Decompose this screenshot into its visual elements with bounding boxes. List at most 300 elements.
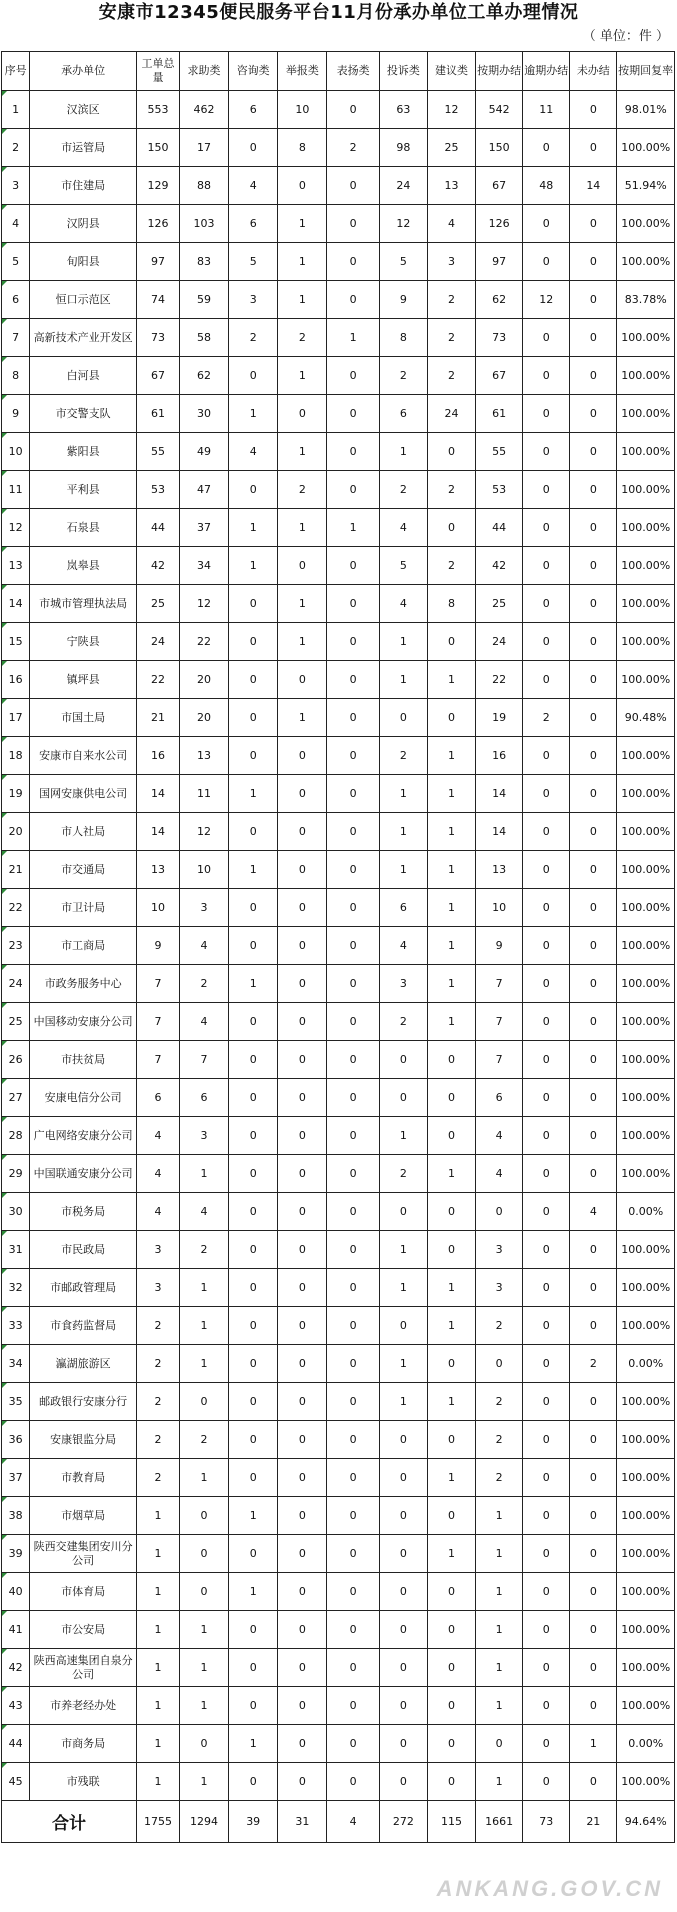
cell-index: 27 xyxy=(2,1079,30,1117)
cell-ontime: 0 xyxy=(476,1725,523,1763)
cell-complaint: 2 xyxy=(379,357,427,395)
cell-unit: 市公安局 xyxy=(30,1611,137,1649)
cell-ontime: 1 xyxy=(476,1763,523,1801)
cell-complaint: 8 xyxy=(379,319,427,357)
totals-cell: 94.64% xyxy=(617,1801,675,1843)
cell-praise: 0 xyxy=(327,1003,379,1041)
table-row xyxy=(2,1535,675,1573)
cell-reply-rate: 100.00% xyxy=(617,357,675,395)
cell-total: 1 xyxy=(137,1535,180,1573)
cell-reply-rate: 100.00% xyxy=(617,661,675,699)
cell-complaint: 1 xyxy=(379,813,427,851)
cell-ontime: 25 xyxy=(476,585,523,623)
cell-unfinished: 0 xyxy=(570,1383,617,1421)
cell-complaint: 0 xyxy=(379,1193,427,1231)
cell-reply-rate: 100.00% xyxy=(617,1307,675,1345)
cell-reply-rate: 100.00% xyxy=(617,623,675,661)
cell-unit: 汉滨区 xyxy=(30,91,137,129)
cell-suggestion: 1 xyxy=(427,1535,475,1573)
cell-overdue: 0 xyxy=(523,1193,570,1231)
col-header-total: 工单总量 xyxy=(137,52,180,91)
cell-praise: 0 xyxy=(327,1345,379,1383)
cell-overdue: 0 xyxy=(523,889,570,927)
cell-consult: 0 xyxy=(229,661,278,699)
cell-index: 4 xyxy=(2,205,30,243)
cell-complaint: 4 xyxy=(379,509,427,547)
cell-unit: 安康电信分公司 xyxy=(30,1079,137,1117)
cell-unfinished: 0 xyxy=(570,1231,617,1269)
cell-index: 43 xyxy=(2,1687,30,1725)
cell-consult: 1 xyxy=(229,775,278,813)
cell-help: 1 xyxy=(179,1687,228,1725)
col-header-unit: 承办单位 xyxy=(30,52,137,91)
cell-report: 8 xyxy=(278,129,327,167)
cell-report: 0 xyxy=(278,1611,327,1649)
cell-suggestion: 2 xyxy=(427,547,475,585)
cell-suggestion: 1 xyxy=(427,1003,475,1041)
cell-complaint: 2 xyxy=(379,1003,427,1041)
cell-index: 3 xyxy=(2,167,30,205)
cell-suggestion: 0 xyxy=(427,1193,475,1231)
cell-total: 74 xyxy=(137,281,180,319)
cell-report: 2 xyxy=(278,471,327,509)
cell-total: 61 xyxy=(137,395,180,433)
cell-help: 103 xyxy=(179,205,228,243)
cell-reply-rate: 83.78% xyxy=(617,281,675,319)
table-row xyxy=(2,1307,675,1345)
cell-help: 12 xyxy=(179,813,228,851)
table-row xyxy=(2,1269,675,1307)
cell-reply-rate: 100.00% xyxy=(617,547,675,585)
cell-unfinished: 0 xyxy=(570,889,617,927)
cell-ontime: 67 xyxy=(476,357,523,395)
cell-suggestion: 0 xyxy=(427,433,475,471)
cell-overdue: 0 xyxy=(523,661,570,699)
cell-total: 2 xyxy=(137,1307,180,1345)
cell-report: 0 xyxy=(278,1497,327,1535)
cell-unit: 市教育局 xyxy=(30,1459,137,1497)
table-row xyxy=(2,1497,675,1535)
table-row xyxy=(2,661,675,699)
cell-suggestion: 1 xyxy=(427,851,475,889)
cell-reply-rate: 100.00% xyxy=(617,1231,675,1269)
cell-index: 20 xyxy=(2,813,30,851)
cell-report: 2 xyxy=(278,319,327,357)
cell-report: 0 xyxy=(278,1231,327,1269)
cell-report: 0 xyxy=(278,1307,327,1345)
cell-help: 1 xyxy=(179,1269,228,1307)
cell-overdue: 0 xyxy=(523,1421,570,1459)
cell-overdue: 0 xyxy=(523,1611,570,1649)
cell-help: 1 xyxy=(179,1649,228,1687)
cell-index: 18 xyxy=(2,737,30,775)
cell-unit: 市交警支队 xyxy=(30,395,137,433)
cell-complaint: 1 xyxy=(379,1383,427,1421)
cell-complaint: 3 xyxy=(379,965,427,1003)
cell-suggestion: 12 xyxy=(427,91,475,129)
cell-unfinished: 0 xyxy=(570,661,617,699)
cell-unit: 市商务局 xyxy=(30,1725,137,1763)
cell-praise: 0 xyxy=(327,91,379,129)
cell-index: 22 xyxy=(2,889,30,927)
totals-cell: 115 xyxy=(427,1801,475,1843)
cell-complaint: 24 xyxy=(379,167,427,205)
cell-help: 37 xyxy=(179,509,228,547)
totals-cell: 73 xyxy=(523,1801,570,1843)
cell-suggestion: 2 xyxy=(427,357,475,395)
cell-complaint: 1 xyxy=(379,1345,427,1383)
cell-report: 0 xyxy=(278,851,327,889)
cell-overdue: 0 xyxy=(523,395,570,433)
cell-unfinished: 0 xyxy=(570,243,617,281)
cell-unit: 市扶贫局 xyxy=(30,1041,137,1079)
cell-total: 4 xyxy=(137,1193,180,1231)
table-row xyxy=(2,585,675,623)
cell-unfinished: 0 xyxy=(570,1573,617,1611)
cell-consult: 0 xyxy=(229,813,278,851)
cell-complaint: 0 xyxy=(379,1421,427,1459)
cell-total: 6 xyxy=(137,1079,180,1117)
cell-index: 45 xyxy=(2,1763,30,1801)
cell-complaint: 1 xyxy=(379,1231,427,1269)
cell-total: 2 xyxy=(137,1383,180,1421)
cell-ontime: 1 xyxy=(476,1687,523,1725)
cell-help: 17 xyxy=(179,129,228,167)
table-row xyxy=(2,357,675,395)
cell-suggestion: 0 xyxy=(427,1079,475,1117)
cell-unit: 安康市自来水公司 xyxy=(30,737,137,775)
cell-complaint: 1 xyxy=(379,1117,427,1155)
cell-ontime: 24 xyxy=(476,623,523,661)
cell-index: 1 xyxy=(2,91,30,129)
cell-unfinished: 0 xyxy=(570,585,617,623)
cell-index: 34 xyxy=(2,1345,30,1383)
cell-complaint: 0 xyxy=(379,1687,427,1725)
cell-overdue: 0 xyxy=(523,851,570,889)
table-row xyxy=(2,91,675,129)
cell-help: 20 xyxy=(179,699,228,737)
cell-suggestion: 8 xyxy=(427,585,475,623)
cell-unit: 平利县 xyxy=(30,471,137,509)
cell-index: 6 xyxy=(2,281,30,319)
cell-suggestion: 1 xyxy=(427,737,475,775)
cell-report: 1 xyxy=(278,509,327,547)
cell-total: 14 xyxy=(137,813,180,851)
cell-help: 4 xyxy=(179,1193,228,1231)
cell-unit: 陕西交建集团安川分公司 xyxy=(30,1535,137,1573)
cell-consult: 0 xyxy=(229,1421,278,1459)
cell-overdue: 0 xyxy=(523,243,570,281)
cell-index: 23 xyxy=(2,927,30,965)
cell-complaint: 0 xyxy=(379,1041,427,1079)
cell-overdue: 0 xyxy=(523,1725,570,1763)
cell-complaint: 0 xyxy=(379,1307,427,1345)
cell-total: 1 xyxy=(137,1687,180,1725)
cell-report: 0 xyxy=(278,1041,327,1079)
cell-consult: 1 xyxy=(229,509,278,547)
cell-reply-rate: 100.00% xyxy=(617,1421,675,1459)
cell-complaint: 0 xyxy=(379,1649,427,1687)
cell-unit: 市国土局 xyxy=(30,699,137,737)
cell-reply-rate: 98.01% xyxy=(617,91,675,129)
cell-report: 0 xyxy=(278,1193,327,1231)
col-header-consult: 咨询类 xyxy=(229,52,278,91)
cell-reply-rate: 100.00% xyxy=(617,1611,675,1649)
cell-reply-rate: 100.00% xyxy=(617,319,675,357)
cell-index: 9 xyxy=(2,395,30,433)
cell-consult: 1 xyxy=(229,1725,278,1763)
cell-complaint: 1 xyxy=(379,433,427,471)
cell-suggestion: 1 xyxy=(427,927,475,965)
cell-report: 1 xyxy=(278,357,327,395)
cell-index: 42 xyxy=(2,1649,30,1687)
cell-ontime: 4 xyxy=(476,1117,523,1155)
cell-praise: 0 xyxy=(327,357,379,395)
cell-help: 0 xyxy=(179,1497,228,1535)
cell-report: 0 xyxy=(278,775,327,813)
cell-report: 1 xyxy=(278,433,327,471)
cell-praise: 0 xyxy=(327,1611,379,1649)
cell-praise: 0 xyxy=(327,1459,379,1497)
cell-suggestion: 2 xyxy=(427,281,475,319)
cell-complaint: 0 xyxy=(379,1611,427,1649)
cell-index: 15 xyxy=(2,623,30,661)
table-row xyxy=(2,319,675,357)
cell-total: 1 xyxy=(137,1649,180,1687)
cell-index: 29 xyxy=(2,1155,30,1193)
cell-consult: 0 xyxy=(229,1117,278,1155)
cell-reply-rate: 100.00% xyxy=(617,1573,675,1611)
cell-praise: 0 xyxy=(327,1535,379,1573)
cell-index: 44 xyxy=(2,1725,30,1763)
totals-cell: 1755 xyxy=(137,1801,180,1843)
cell-overdue: 0 xyxy=(523,547,570,585)
col-header-help: 求助类 xyxy=(179,52,228,91)
cell-report: 0 xyxy=(278,1345,327,1383)
cell-unit: 市人社局 xyxy=(30,813,137,851)
cell-consult: 0 xyxy=(229,471,278,509)
cell-consult: 3 xyxy=(229,281,278,319)
cell-overdue: 0 xyxy=(523,433,570,471)
cell-ontime: 542 xyxy=(476,91,523,129)
cell-total: 1 xyxy=(137,1611,180,1649)
cell-index: 41 xyxy=(2,1611,30,1649)
cell-report: 0 xyxy=(278,1573,327,1611)
table-row xyxy=(2,547,675,585)
table-row xyxy=(2,775,675,813)
table-row xyxy=(2,1345,675,1383)
cell-consult: 4 xyxy=(229,167,278,205)
cell-unit: 市卫计局 xyxy=(30,889,137,927)
cell-suggestion: 13 xyxy=(427,167,475,205)
table-row xyxy=(2,1117,675,1155)
cell-complaint: 1 xyxy=(379,661,427,699)
cell-ontime: 97 xyxy=(476,243,523,281)
cell-praise: 0 xyxy=(327,1497,379,1535)
cell-suggestion: 2 xyxy=(427,319,475,357)
cell-help: 2 xyxy=(179,1421,228,1459)
cell-reply-rate: 100.00% xyxy=(617,1649,675,1687)
cell-reply-rate: 100.00% xyxy=(617,737,675,775)
cell-help: 12 xyxy=(179,585,228,623)
cell-praise: 0 xyxy=(327,775,379,813)
cell-total: 22 xyxy=(137,661,180,699)
cell-help: 0 xyxy=(179,1725,228,1763)
cell-unit: 市民政局 xyxy=(30,1231,137,1269)
totals-cell: 21 xyxy=(570,1801,617,1843)
col-header-report: 举报类 xyxy=(278,52,327,91)
cell-unit: 市政务服务中心 xyxy=(30,965,137,1003)
cell-reply-rate: 100.00% xyxy=(617,585,675,623)
cell-unit: 市运管局 xyxy=(30,129,137,167)
cell-total: 126 xyxy=(137,205,180,243)
cell-reply-rate: 100.00% xyxy=(617,851,675,889)
cell-overdue: 48 xyxy=(523,167,570,205)
cell-index: 24 xyxy=(2,965,30,1003)
cell-unfinished: 0 xyxy=(570,91,617,129)
cell-praise: 0 xyxy=(327,547,379,585)
cell-total: 25 xyxy=(137,585,180,623)
table-row xyxy=(2,1459,675,1497)
cell-unit: 市住建局 xyxy=(30,167,137,205)
table-row xyxy=(2,699,675,737)
cell-overdue: 0 xyxy=(523,1497,570,1535)
table-row xyxy=(2,281,675,319)
cell-total: 13 xyxy=(137,851,180,889)
cell-complaint: 1 xyxy=(379,623,427,661)
cell-complaint: 1 xyxy=(379,851,427,889)
cell-consult: 0 xyxy=(229,1079,278,1117)
cell-unfinished: 0 xyxy=(570,965,617,1003)
cell-unfinished: 1 xyxy=(570,1725,617,1763)
cell-suggestion: 0 xyxy=(427,1041,475,1079)
cell-reply-rate: 100.00% xyxy=(617,1041,675,1079)
totals-cell: 272 xyxy=(379,1801,427,1843)
cell-suggestion: 0 xyxy=(427,1649,475,1687)
table-row xyxy=(2,1155,675,1193)
cell-suggestion: 0 xyxy=(427,699,475,737)
col-header-index: 序号 xyxy=(2,52,30,91)
cell-suggestion: 0 xyxy=(427,1345,475,1383)
cell-ontime: 1 xyxy=(476,1497,523,1535)
cell-overdue: 0 xyxy=(523,129,570,167)
cell-consult: 0 xyxy=(229,889,278,927)
cell-consult: 0 xyxy=(229,1155,278,1193)
cell-unit: 宁陕县 xyxy=(30,623,137,661)
cell-total: 42 xyxy=(137,547,180,585)
header-row xyxy=(2,52,675,91)
cell-complaint: 5 xyxy=(379,547,427,585)
totals-cell: 39 xyxy=(229,1801,278,1843)
cell-ontime: 62 xyxy=(476,281,523,319)
cell-help: 11 xyxy=(179,775,228,813)
cell-overdue: 0 xyxy=(523,1231,570,1269)
cell-complaint: 4 xyxy=(379,585,427,623)
cell-overdue: 0 xyxy=(523,1535,570,1573)
cell-index: 14 xyxy=(2,585,30,623)
cell-complaint: 0 xyxy=(379,1573,427,1611)
cell-ontime: 7 xyxy=(476,1041,523,1079)
cell-unfinished: 0 xyxy=(570,281,617,319)
cell-report: 1 xyxy=(278,623,327,661)
table-row xyxy=(2,129,675,167)
cell-ontime: 7 xyxy=(476,965,523,1003)
cell-ontime: 42 xyxy=(476,547,523,585)
cell-index: 33 xyxy=(2,1307,30,1345)
cell-report: 0 xyxy=(278,737,327,775)
cell-total: 1 xyxy=(137,1573,180,1611)
cell-consult: 0 xyxy=(229,1383,278,1421)
cell-unfinished: 0 xyxy=(570,1459,617,1497)
cell-index: 13 xyxy=(2,547,30,585)
cell-praise: 0 xyxy=(327,1269,379,1307)
cell-unfinished: 0 xyxy=(570,205,617,243)
cell-total: 150 xyxy=(137,129,180,167)
cell-suggestion: 0 xyxy=(427,1611,475,1649)
cell-help: 1 xyxy=(179,1155,228,1193)
cell-praise: 0 xyxy=(327,471,379,509)
cell-index: 21 xyxy=(2,851,30,889)
cell-total: 2 xyxy=(137,1345,180,1383)
cell-report: 0 xyxy=(278,1155,327,1193)
cell-suggestion: 0 xyxy=(427,1763,475,1801)
totals-cell: 1294 xyxy=(179,1801,228,1843)
cell-unit: 市工商局 xyxy=(30,927,137,965)
cell-suggestion: 0 xyxy=(427,1497,475,1535)
cell-help: 462 xyxy=(179,91,228,129)
cell-reply-rate: 100.00% xyxy=(617,775,675,813)
cell-report: 0 xyxy=(278,889,327,927)
cell-complaint: 6 xyxy=(379,889,427,927)
cell-consult: 0 xyxy=(229,129,278,167)
cell-praise: 0 xyxy=(327,1041,379,1079)
cell-unit: 旬阳县 xyxy=(30,243,137,281)
cell-total: 4 xyxy=(137,1155,180,1193)
cell-overdue: 0 xyxy=(523,775,570,813)
cell-praise: 0 xyxy=(327,1193,379,1231)
cell-unfinished: 0 xyxy=(570,129,617,167)
cell-suggestion: 1 xyxy=(427,813,475,851)
cell-total: 129 xyxy=(137,167,180,205)
cell-index: 37 xyxy=(2,1459,30,1497)
cell-report: 0 xyxy=(278,813,327,851)
cell-complaint: 2 xyxy=(379,471,427,509)
cell-unfinished: 0 xyxy=(570,1687,617,1725)
cell-report: 1 xyxy=(278,205,327,243)
cell-complaint: 1 xyxy=(379,1269,427,1307)
cell-report: 0 xyxy=(278,1117,327,1155)
cell-unfinished: 0 xyxy=(570,851,617,889)
cell-report: 0 xyxy=(278,1687,327,1725)
table-row xyxy=(2,1003,675,1041)
cell-overdue: 0 xyxy=(523,1573,570,1611)
cell-total: 55 xyxy=(137,433,180,471)
cell-praise: 1 xyxy=(327,509,379,547)
cell-reply-rate: 100.00% xyxy=(617,1459,675,1497)
cell-index: 32 xyxy=(2,1269,30,1307)
cell-suggestion: 24 xyxy=(427,395,475,433)
cell-unit: 市交通局 xyxy=(30,851,137,889)
cell-index: 11 xyxy=(2,471,30,509)
cell-help: 1 xyxy=(179,1611,228,1649)
cell-report: 0 xyxy=(278,927,327,965)
cell-overdue: 0 xyxy=(523,1269,570,1307)
cell-index: 40 xyxy=(2,1573,30,1611)
cell-consult: 5 xyxy=(229,243,278,281)
cell-overdue: 0 xyxy=(523,319,570,357)
cell-ontime: 16 xyxy=(476,737,523,775)
cell-suggestion: 0 xyxy=(427,1573,475,1611)
